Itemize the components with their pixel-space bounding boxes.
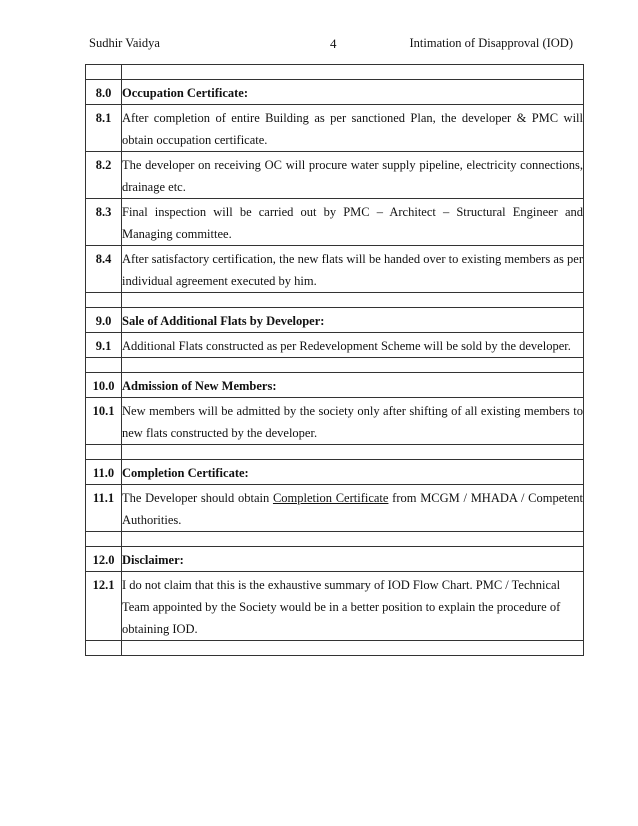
item-number: 10.1 bbox=[86, 398, 122, 445]
section-number: 8.0 bbox=[86, 80, 122, 105]
item-text-before: The Developer should obtain bbox=[122, 491, 273, 505]
item-row bbox=[86, 152, 584, 199]
item-number: 11.1 bbox=[86, 485, 122, 532]
item-text: I do not claim that this is the exhaustive summary of IOD Flow Chart. PMC / Technical Team appointed by the Society would be in a better position to explain the procedure of obtaining IOD. bbox=[122, 572, 584, 641]
item-text: After completion of entire Building as per sanctioned Plan, the developer & PMC will obtain occupation certificate. bbox=[122, 105, 584, 152]
item-row bbox=[86, 333, 584, 358]
section-heading-row bbox=[86, 308, 584, 333]
item-row bbox=[86, 105, 584, 152]
spacer-row bbox=[86, 65, 584, 80]
section-heading: Sale of Additional Flats by Developer: bbox=[122, 308, 584, 333]
section-heading-row bbox=[86, 547, 584, 572]
spacer-row bbox=[86, 641, 584, 656]
section-heading: Disclaimer: bbox=[122, 547, 584, 572]
section-number: 10.0 bbox=[86, 373, 122, 398]
item-text: After satisfactory certification, the new flats will be handed over to existing members as per individual agreement executed by him. bbox=[122, 246, 584, 293]
spacer-row bbox=[86, 532, 584, 547]
spacer-row bbox=[86, 358, 584, 373]
item-number: 8.3 bbox=[86, 199, 122, 246]
item-text: The developer on receiving OC will procure water supply pipeline, electricity connections, drainage etc. bbox=[122, 152, 584, 199]
item-row bbox=[86, 572, 584, 641]
section-number: 9.0 bbox=[86, 308, 122, 333]
item-text-after: from MCGM / MHADA / Competent Authorities. bbox=[122, 491, 583, 527]
section-heading: Occupation Certificate: bbox=[122, 80, 584, 105]
item-row bbox=[86, 398, 584, 445]
completion-certificate-term: Completion Certificate bbox=[272, 491, 389, 505]
item-number: 12.1 bbox=[86, 572, 122, 641]
page-number: 4 bbox=[330, 36, 337, 51]
item-number: 8.1 bbox=[86, 105, 122, 152]
item-text: Final inspection will be carried out by PMC – Architect – Structural Engineer and Managing committee. bbox=[122, 199, 584, 246]
item-row bbox=[86, 199, 584, 246]
page-header bbox=[89, 36, 573, 54]
item-text: New members will be admitted by the society only after shifting of all existing members to new flats constructed by the developer. bbox=[122, 398, 584, 445]
section-heading: Admission of New Members: bbox=[122, 373, 584, 398]
header-author: Sudhir Vaidya bbox=[89, 36, 160, 50]
item-text bbox=[122, 485, 584, 532]
header-document-title: Intimation of Disapproval (IOD) bbox=[409, 36, 573, 50]
item-number: 8.2 bbox=[86, 152, 122, 199]
section-heading-row bbox=[86, 80, 584, 105]
item-row bbox=[86, 246, 584, 293]
item-text: Additional Flats constructed as per Redevelopment Scheme will be sold by the developer. bbox=[122, 333, 584, 358]
procedure-table bbox=[85, 64, 584, 656]
item-number: 8.4 bbox=[86, 246, 122, 293]
item-number: 9.1 bbox=[86, 333, 122, 358]
item-row bbox=[86, 485, 584, 532]
spacer-row bbox=[86, 293, 584, 308]
section-heading-row bbox=[86, 373, 584, 398]
section-number: 11.0 bbox=[86, 460, 122, 485]
section-number: 12.0 bbox=[86, 547, 122, 572]
section-heading: Completion Certificate: bbox=[122, 460, 584, 485]
section-heading-row bbox=[86, 460, 584, 485]
spacer-row bbox=[86, 445, 584, 460]
